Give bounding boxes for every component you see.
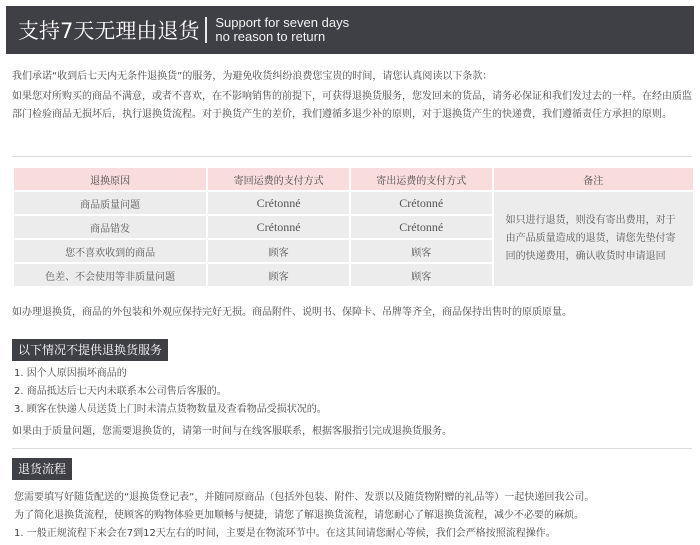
list-item: 您需要填写好随货配送的“退换货登记表”，并随同原商品（包括外包装、附件、发票以及随货物附赠的礼品等）一起快递回我公司。 [14,492,595,503]
table-cell: Crétonné [350,191,493,215]
table-cell: 商品错发 [13,215,207,239]
banner-english-line-1: Support for seven days [215,15,350,30]
no-return-list [14,365,327,419]
packaging-note: 如办理退换货，商品的外包装和外观应保持完好无损。商品附件、说明书、保障卡、吊牌等齐全，商品保持出售时的原质原量。 [12,307,572,318]
table-cell: 色差、不会使用等非质量问题 [13,263,207,287]
list-item: 1. 因个人原因损坏商品的 [14,368,127,379]
header-return-shipping: 寄回运费的支付方式 [207,167,350,191]
table-cell: 商品质量问题 [13,191,207,215]
banner-english-line-2: no reason to return [215,29,326,44]
divider [12,156,692,157]
return-policy-table [12,166,695,288]
no-return-footer: 如果由于质量问题，您需要退换货的，请第一时间与在线客服联系，根据客服指引完成退换货服务。 [12,426,452,437]
banner-separator [205,17,207,43]
list-item: 3. 顾客在快递人员送货上门时未清点货物数量及查看物品受损状况的。 [14,404,327,415]
banner-english [215,16,349,44]
list-item: 1. 一般正规流程下来会在7到12天左右的时间，主要是在物流环节中。在这其间请您耐心等候，我们会严格按照流程操作。 [14,528,556,539]
table-row [13,191,694,215]
table-cell: Crétonné [350,215,493,239]
table-header-row [13,167,694,191]
list-item: 为了简化退换货流程，使顾客的购物体验更加顺畅与便捷，请您了解退换货流程，请您耐心了解退换货流程，减少不必要的麻烦。 [14,510,584,521]
table-cell: Crétonné [207,215,350,239]
header-banner [6,6,694,54]
header-remarks: 备注 [493,167,694,191]
header-send-shipping: 寄出运费的支付方式 [350,167,493,191]
divider [12,448,692,449]
banner-title: 支持7天无理由退货 [18,19,200,43]
table-cell: 顾客 [207,239,350,263]
return-process-title: 退货流程 [12,458,72,480]
intro-line: 我们承诺“收到后七天内无条件退换货”的服务，为避免收货纠纷浪费您宝贵的时间，请您认真阅读以下条款： [12,71,493,82]
table-cell: 您不喜欢收到的商品 [13,239,207,263]
intro-text [12,68,692,124]
return-process-list [14,489,594,543]
table-cell: Crétonné [207,191,350,215]
table-cell: 顾客 [350,239,493,263]
intro-paragraph: 如果您对所购买的商品不满意，或者不喜欢，在不影响销售的前提下，可获得退换货服务，您发回来的货品，请务必保证和我们发过去的一样。在经由质监部门检验商品无损坏后，执行退换货流程。对于换货产生的差价，我们遵循多退少补的原则，对于退换货产生的快递费，我们遵循责任方承担的原则。 [12,91,692,120]
table-cell: 顾客 [207,263,350,287]
remarks-note: 如只进行退货，则没有寄出费用，对于由产品质量造成的退货，请您先垫付寄回的快递费用，确认收货时申请退回 [493,191,694,287]
header-reason: 退换原因 [13,167,207,191]
list-item: 2. 商品抵达后七天内未联系本公司售后客服的。 [14,386,227,397]
no-return-section-title: 以下情况不提供退换货服务 [12,339,168,361]
table-cell: 顾客 [350,263,493,287]
